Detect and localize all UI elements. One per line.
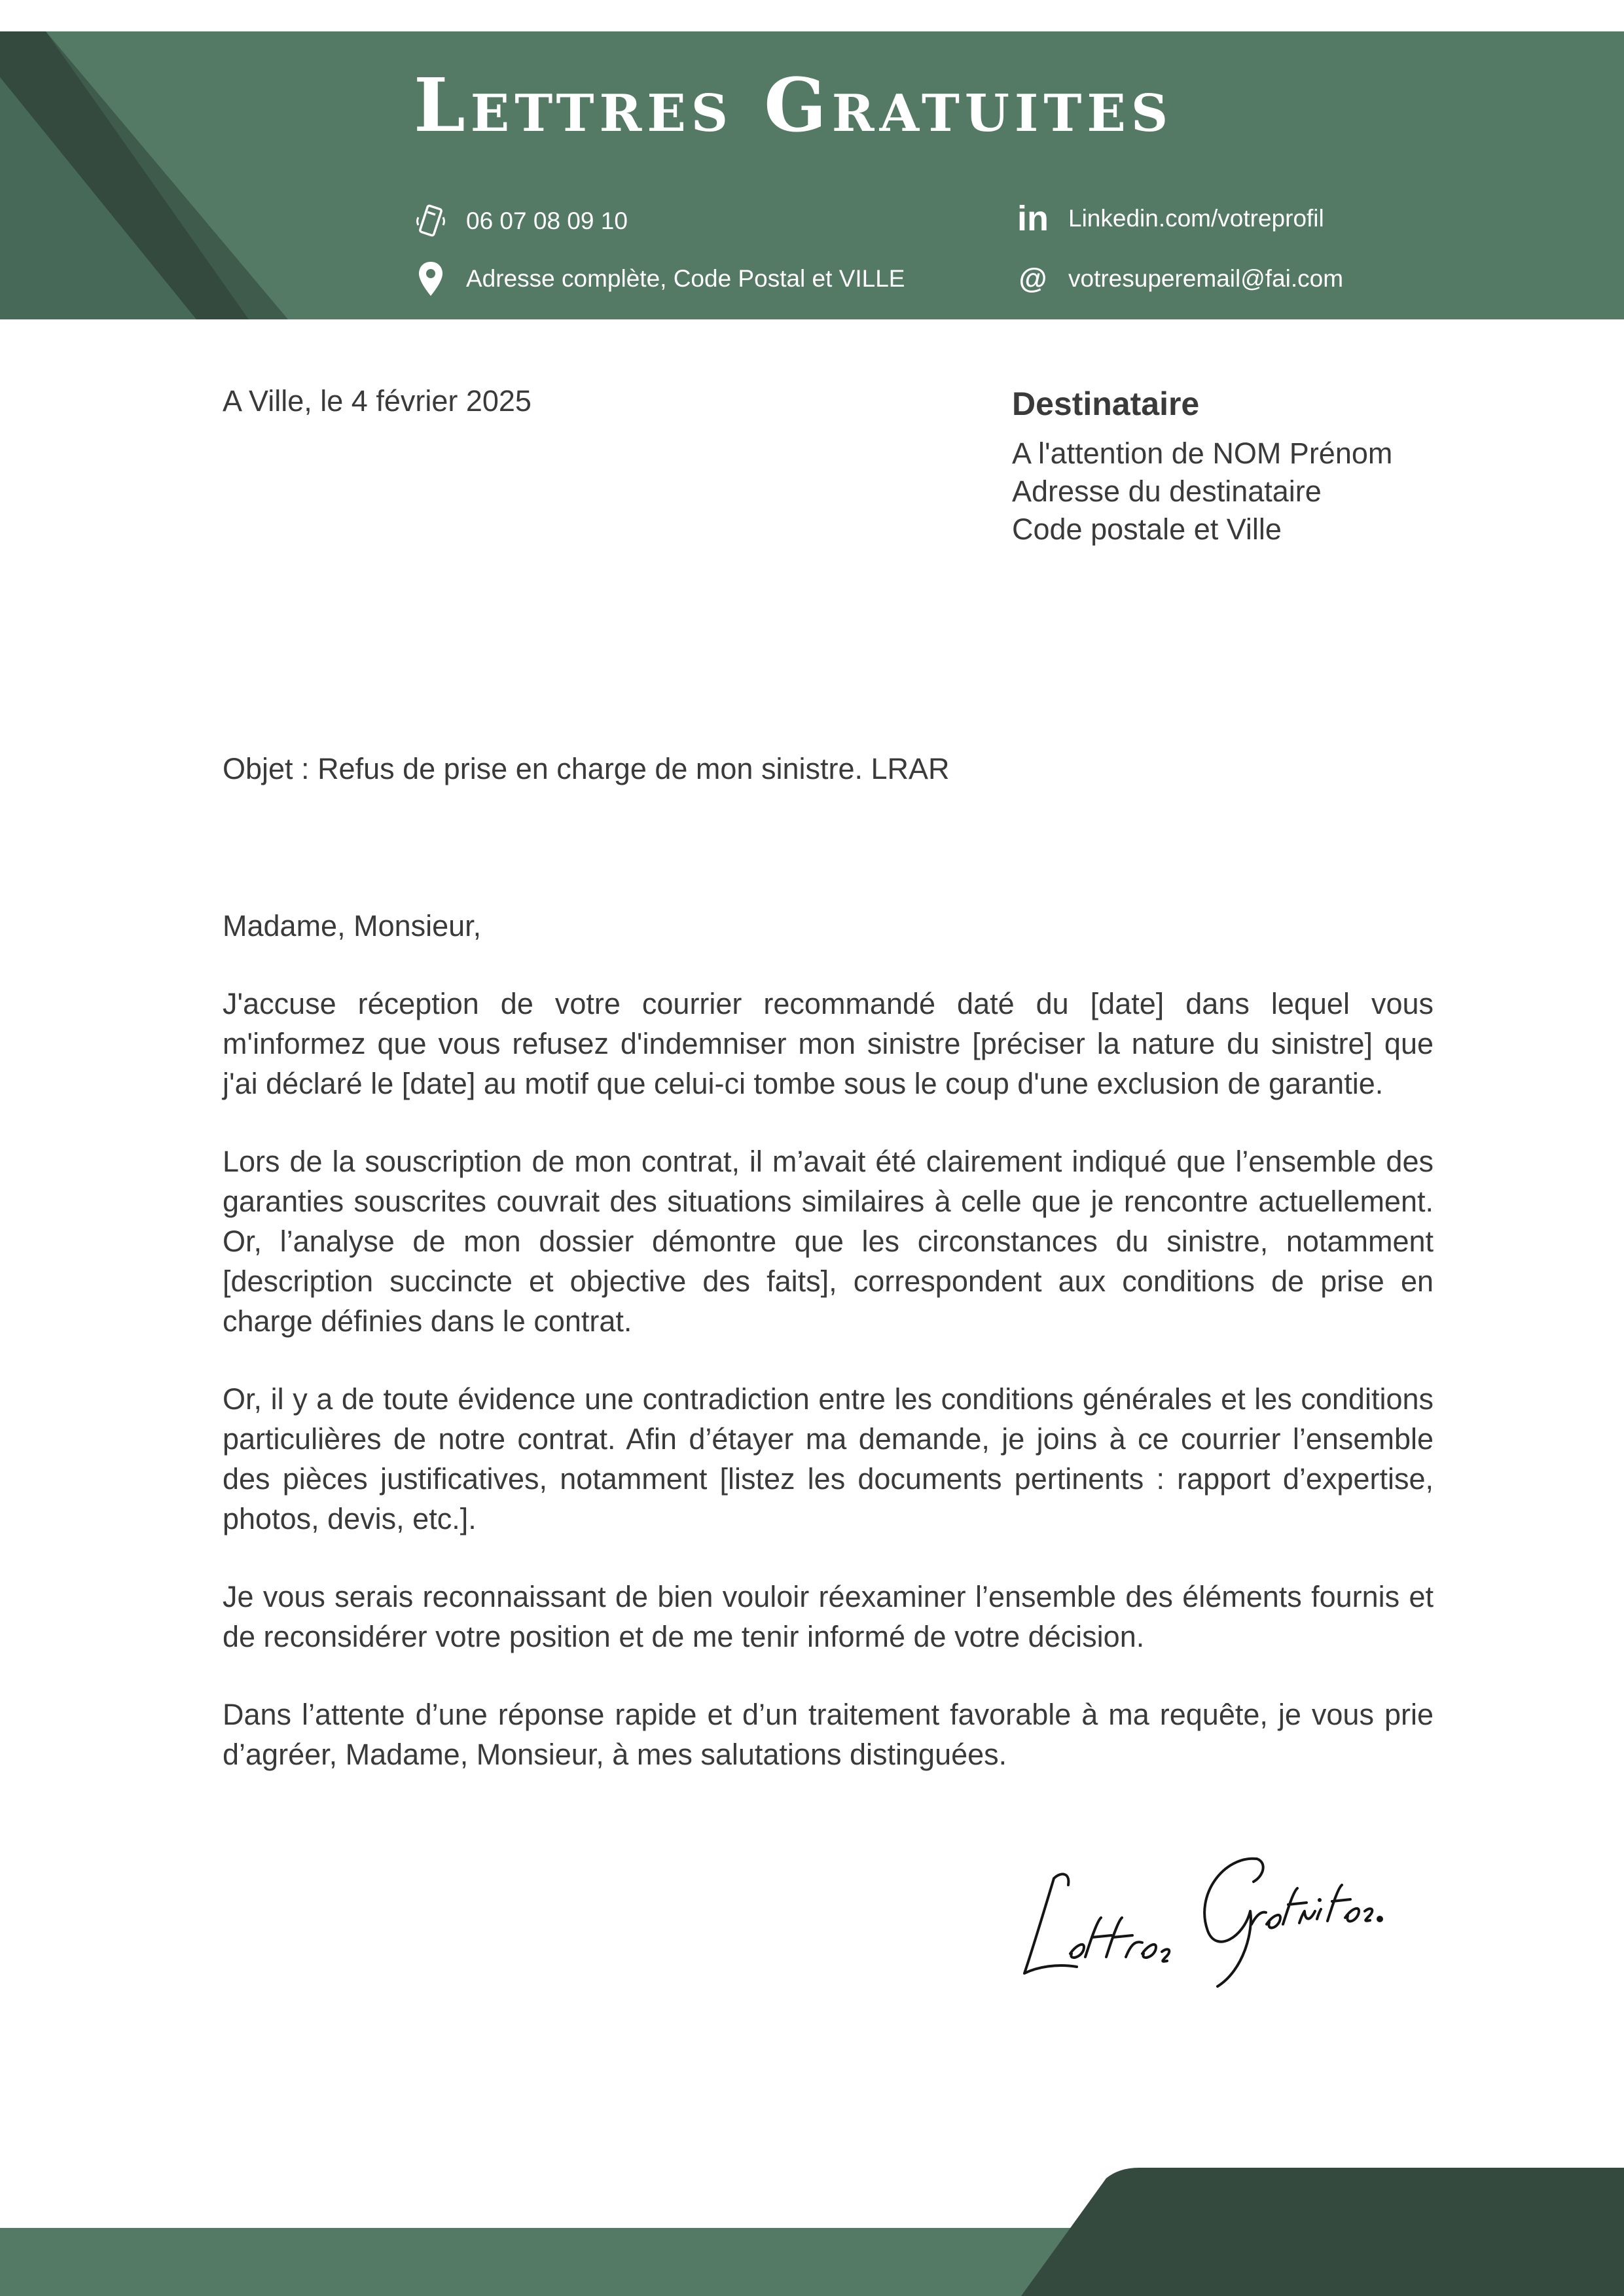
body-paragraph-5: Dans l’attente d’une réponse rapide et d’un traitement favorable à ma requête, je vous prie d’agréer, Madame, Monsieur, à mes salutations distinguées. [223, 1698, 1434, 1771]
recipient-line-1: A l'attention de NOM Prénom [1012, 437, 1393, 470]
phone-number: 06 07 08 09 10 [466, 207, 628, 234]
handwritten-signature [1008, 1833, 1388, 2006]
brand-title: Lettres Gratuites [414, 63, 1174, 149]
body-paragraph-3: Or, il y a de toute évidence une contradiction entre les conditions générales et les conditions particulières de notre contrat. Afin d’étayer ma demande, je joins à ce courrier l’ensemble des pièces justificatives, notamment [listez les documents pertinents : rapport d’expertise, photos, devis, etc.]. [223, 1382, 1434, 1535]
letter-subject: Objet : Refus de prise en charge de mon sinistre. LRAR [223, 752, 950, 785]
letter-date: A Ville, le 4 février 2025 [223, 384, 532, 418]
linkedin-icon: in [1017, 199, 1049, 238]
address-text: Adresse complète, Code Postal et VILLE [466, 265, 905, 292]
footer-dark-shape [1021, 2168, 1624, 2296]
header-corner-decoration [0, 31, 301, 319]
location-pin-icon [412, 260, 449, 297]
recipient-title: Destinataire [1012, 386, 1200, 422]
contact-email [1015, 260, 1343, 297]
contact-linkedin [1015, 200, 1324, 237]
header-banner [0, 31, 1624, 319]
phone-icon [412, 203, 449, 240]
contact-address [412, 260, 905, 297]
at-icon: @ [1019, 262, 1047, 295]
body-paragraph-1: J'accuse réception de votre courrier recommandé daté du [date] dans lequel vous m'informez que vous refusez d'indemniser mon sinistre [préciser la nature du sinistre] que j'ai déclaré le [date] au motif que celui-ci tombe sous le coup d'une exclusion de garantie. [223, 987, 1434, 1100]
footer-band [0, 2160, 1624, 2296]
letter-body [223, 906, 1434, 1812]
recipient-line-2: Adresse du destinataire [1012, 475, 1322, 508]
recipient-block [1012, 381, 1536, 548]
contact-phone [412, 203, 628, 240]
email-text[interactable]: votresuperemail@fai.com [1068, 265, 1344, 292]
body-paragraph-4: Je vous serais reconnaissant de bien vouloir réexaminer l’ensemble des éléments fournis et de reconsidérer votre position et de me tenir informé de votre décision. [223, 1580, 1434, 1653]
linkedin-text[interactable]: Linkedin.com/votreprofil [1068, 205, 1324, 232]
body-paragraph-2: Lors de la souscription de mon contrat, il m’avait été clairement indiqué que l’ensemble des garanties souscrites couvrait des situations similaires à celle que je rencontre actuellement. Or, l’analyse de mon dossier démontre que les circonstances du sinistre, notamment [description succincte et objective des faits], correspondent aux conditions de prise en charge définies dans le contrat. [223, 1145, 1434, 1338]
recipient-line-3: Code postale et Ville [1012, 512, 1282, 546]
salutation: Madame, Monsieur, [223, 909, 482, 942]
